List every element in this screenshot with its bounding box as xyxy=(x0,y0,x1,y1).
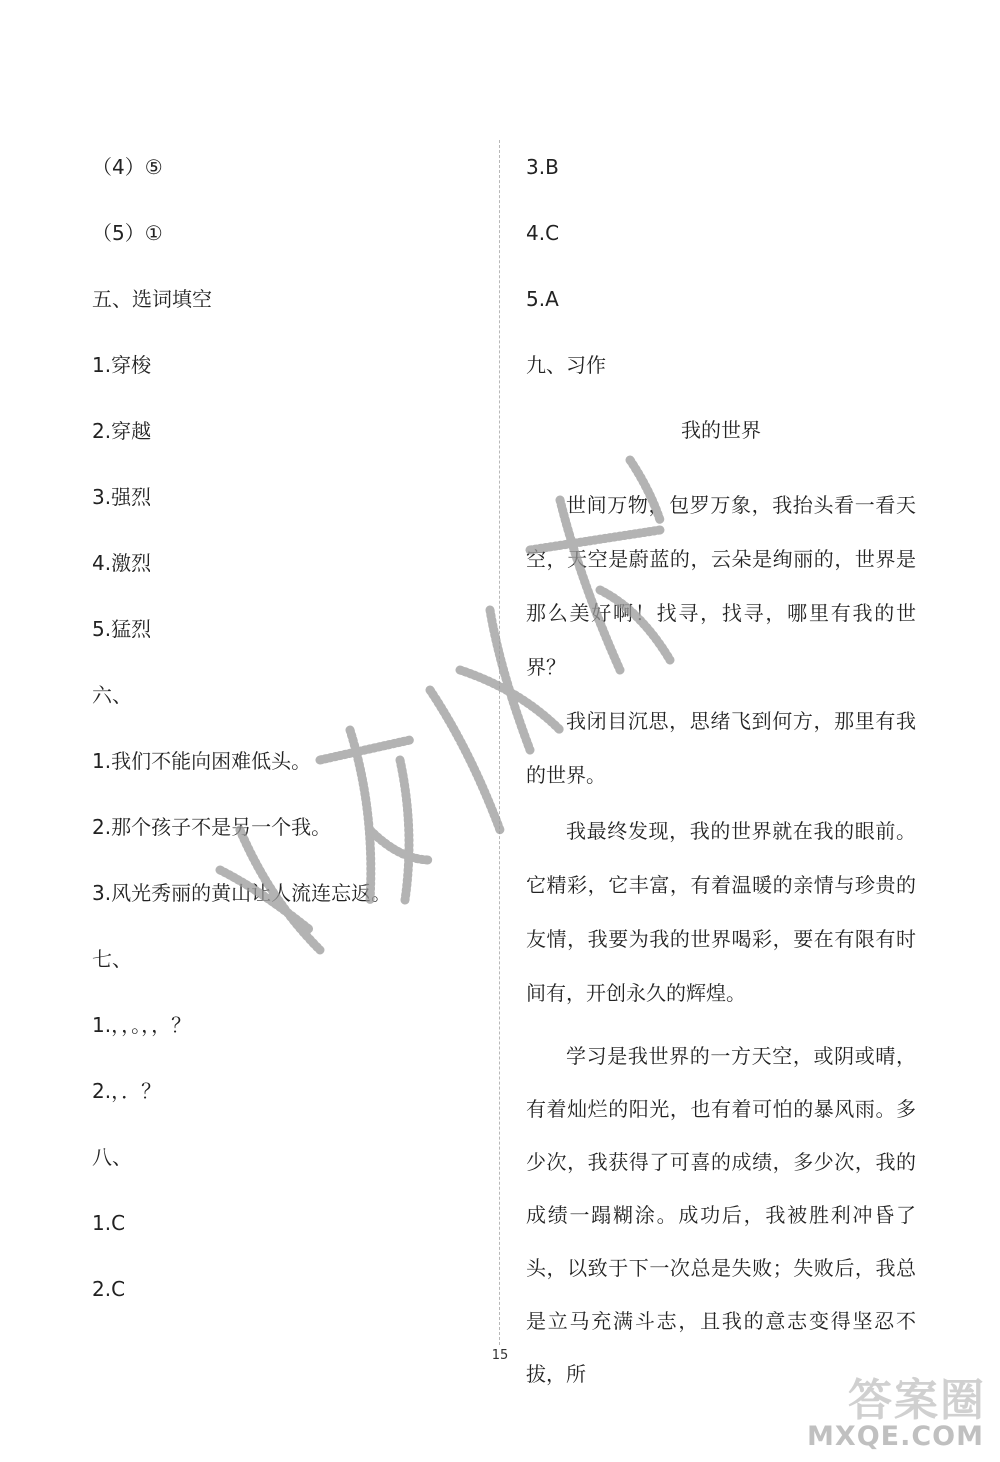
section-heading: 六、 xyxy=(92,683,132,707)
answer-line: 5.猛烈 xyxy=(92,617,152,641)
section-heading: 九、习作 xyxy=(526,353,606,377)
essay-paragraph: 我最终发现，我的世界就在我的眼前。它精彩，它丰富，有着温暖的亲情与珍贵的友情，我要为我的世界喝彩，要在有限有时间有，开创永久的辉煌。 xyxy=(526,819,916,1005)
answer-line: 1.C xyxy=(92,1211,126,1235)
section-heading: 七、 xyxy=(92,947,132,971)
answer-line: 3.强烈 xyxy=(92,485,152,509)
answer-line: 2.C xyxy=(92,1277,126,1301)
essay-paragraph: 学习是我世界的一方天空，或阴或晴，有着灿烂的阳光，也有着可怕的暴风雨。多少次，我获得了可喜的成绩，多少次，我的成绩一蹋糊涂。成功后，我被胜利冲昏了头，以致于下一次总是失败；失败后，我总是立马充满斗志，且我的意志变得坚忍不拔，所 xyxy=(526,1044,916,1386)
answer-line: 5.A xyxy=(526,287,559,311)
answer-line: 4.激烈 xyxy=(92,551,152,575)
column-divider xyxy=(499,140,500,1345)
right-column xyxy=(526,150,916,414)
answer-line: 1.穿梭 xyxy=(92,353,152,377)
answer-line: 3.B xyxy=(526,155,559,179)
logo-text: 答案圈 xyxy=(848,1375,986,1426)
page-number: 15 xyxy=(491,1348,509,1363)
answer-line: 3.风光秀丽的黄山让人流连忘返。 xyxy=(92,881,392,905)
answer-line: （4）⑤ xyxy=(92,155,163,179)
answer-line: 2.，．？ xyxy=(92,1079,162,1103)
site-logo xyxy=(800,1364,990,1454)
left-column xyxy=(92,150,482,1338)
section-heading: 八、 xyxy=(92,1145,132,1169)
essay-title: 我的世界 xyxy=(681,418,761,442)
section-heading: 五、选词填空 xyxy=(92,287,212,311)
answer-line: 1.，，。，，？ xyxy=(92,1013,192,1037)
answer-line: 1.我们不能向困难低头。 xyxy=(92,749,312,773)
answer-line: 2.那个孩子不是另一个我。 xyxy=(92,815,332,839)
essay-body xyxy=(526,478,916,1401)
answer-line: （5）① xyxy=(92,221,163,245)
essay-paragraph: 我闭目沉思，思绪飞到何方，那里有我的世界。 xyxy=(526,709,916,787)
answer-line: 4.C xyxy=(526,221,560,245)
logo-url: MXQE.COM xyxy=(807,1421,984,1452)
answer-line: 2.穿越 xyxy=(92,419,152,443)
essay-paragraph: 世间万物，包罗万象，我抬头看一看天空，天空是蔚蓝的，云朵是绚丽的，世界是那么美好啊！找寻，找寻，哪里有我的世界？ xyxy=(526,493,916,679)
